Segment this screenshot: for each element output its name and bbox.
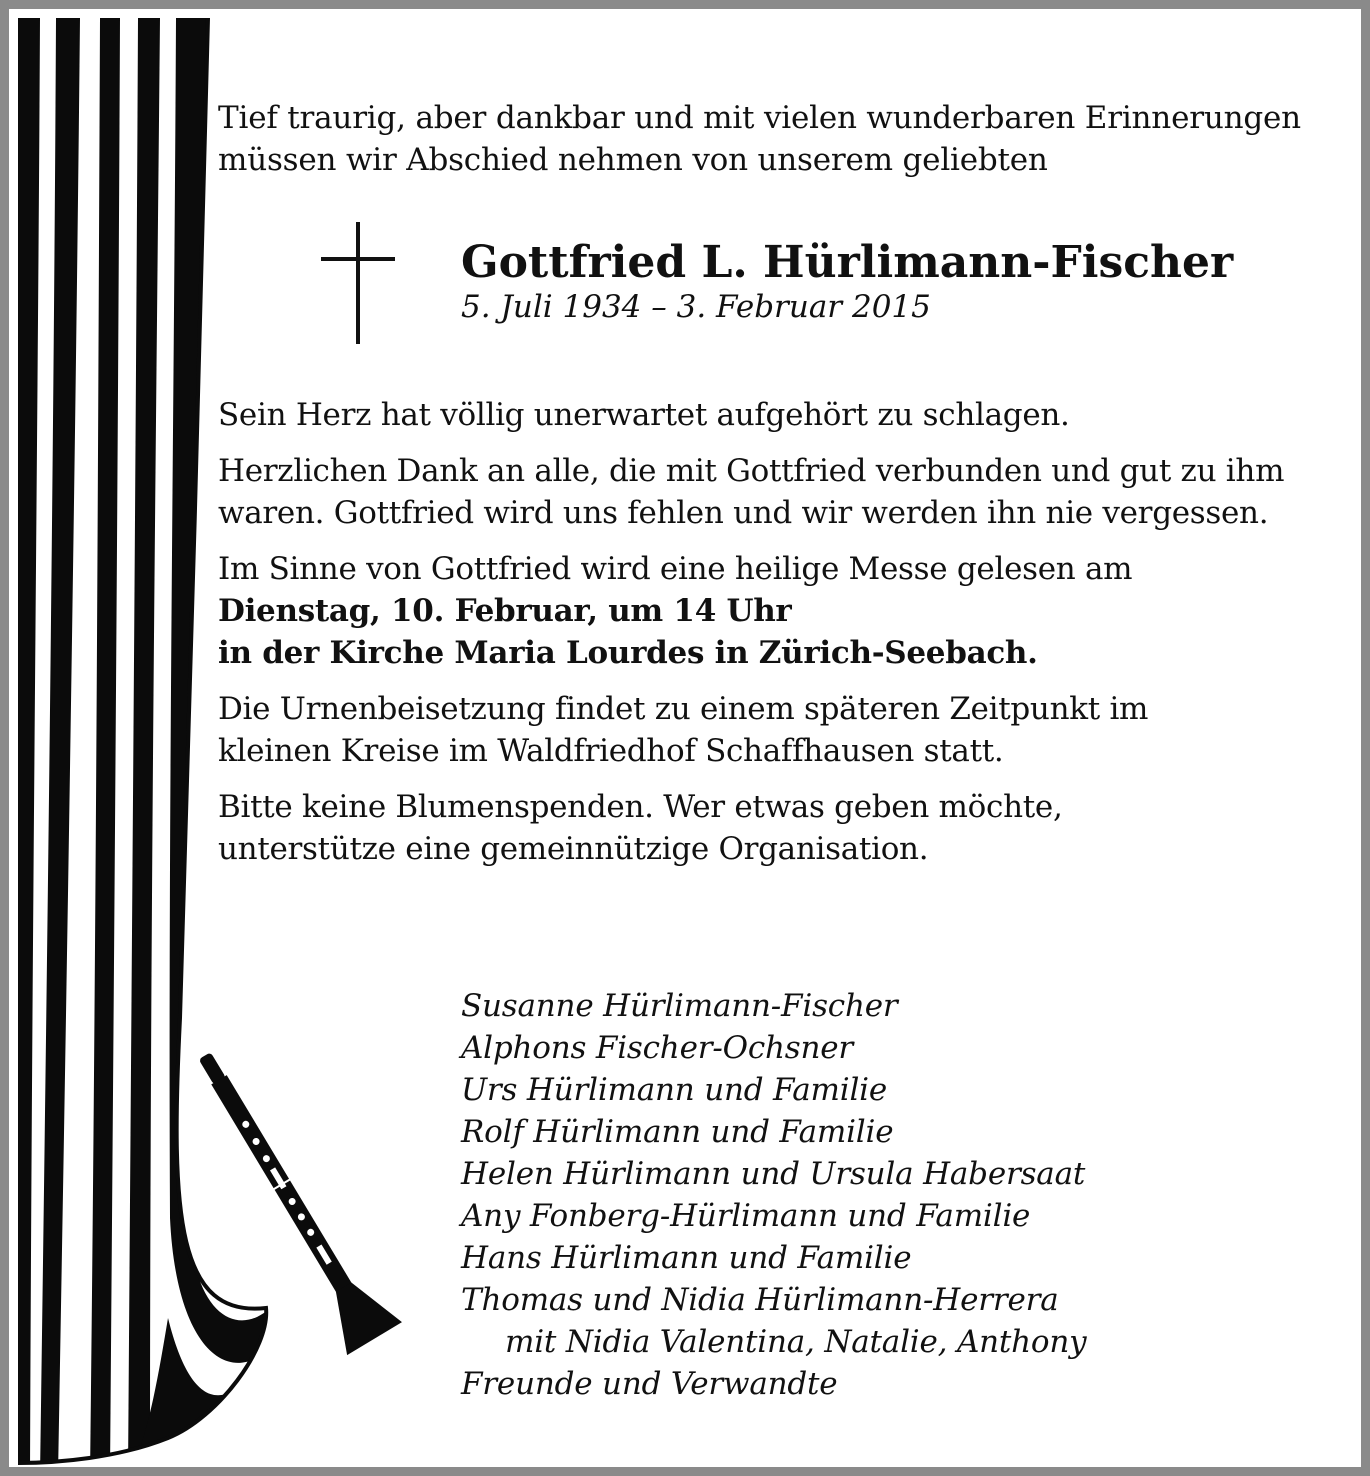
cross-icon (321, 222, 395, 344)
service-date: Dienstag, 10. Februar, um 14 Uhr (218, 593, 792, 629)
mourner-name: Urs Hürlimann und Familie (461, 1072, 888, 1108)
paragraph-line: Herzlichen Dank an alle, die mit Gottfried verbunden und gut zu ihm (218, 453, 1285, 489)
notice-body (218, 394, 1338, 884)
paragraph-line: Im Sinne von Gottfried wird eine heilige Messe gelesen am (218, 551, 1133, 587)
mourners-list (461, 985, 1086, 1405)
mourner-name: Susanne Hürlimann-Fischer (461, 988, 898, 1024)
paragraph-line: unterstütze eine gemeinnützige Organisation. (218, 831, 929, 867)
mourner-name: Thomas und Nidia Hürlimann-Herrera (461, 1282, 1059, 1318)
life-dates: 5. Juli 1934 – 3. Februar 2015 (461, 289, 931, 325)
mourner-name: Alphons Fischer-Ochsner (461, 1030, 853, 1066)
mourner-name: Freunde und Verwandte (461, 1366, 838, 1402)
intro-text (218, 97, 1338, 181)
paragraph-line: Bitte keine Blumenspenden. Wer etwas geben möchte, (218, 789, 1063, 825)
paragraph-line: Sein Herz hat völlig unerwartet aufgehört zu schlagen. (218, 397, 1070, 433)
paragraph (218, 786, 1338, 870)
mourner-name: Hans Hürlimann und Familie (461, 1240, 912, 1276)
mourner-name: mit Nidia Valentina, Natalie, Anthony (505, 1324, 1087, 1360)
clarinet-illustration (194, 1029, 404, 1389)
paragraph-line: kleinen Kreise im Waldfriedhof Schaffhausen statt. (218, 733, 1004, 769)
deceased-name: Gottfried L. Hürlimann-Fischer (461, 237, 1234, 288)
mourner-name: Helen Hürlimann und Ursula Habersaat (461, 1156, 1086, 1192)
paragraph (218, 450, 1338, 534)
mourner-name: Rolf Hürlimann und Familie (461, 1114, 894, 1150)
paragraph-line: waren. Gottfried wird uns fehlen und wir werden ihn nie vergessen. (218, 495, 1269, 531)
mourner-name: Any Fonberg-Hürlimann und Familie (461, 1198, 1031, 1234)
paragraph (218, 394, 1338, 436)
paragraph-line: Die Urnenbeisetzung findet zu einem späteren Zeitpunkt im (218, 691, 1149, 727)
service-location: in der Kirche Maria Lourdes in Zürich-Seebach. (218, 635, 1038, 671)
paragraph (218, 688, 1338, 772)
intro-line: müssen wir Abschied nehmen von unserem geliebten (218, 142, 1048, 178)
paragraph (218, 548, 1338, 674)
intro-line: Tief traurig, aber dankbar und mit vielen wunderbaren Erinnerungen (218, 100, 1301, 136)
